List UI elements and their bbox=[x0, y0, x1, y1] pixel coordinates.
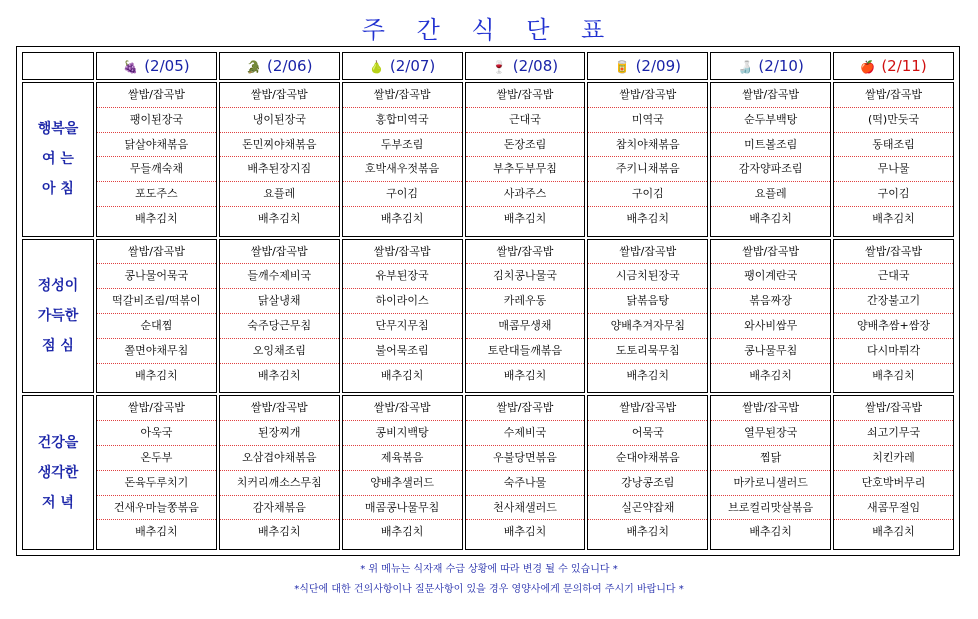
menu-item: 브로컬리맛살볶음 bbox=[711, 496, 830, 521]
menu-cell bbox=[342, 395, 463, 550]
menu-item: 매콤무생채 bbox=[466, 314, 585, 339]
menu-item: 배추김치 bbox=[258, 211, 301, 225]
menu-item: 쌀밥/잡곡밥 bbox=[711, 240, 830, 265]
menu-item: 새콤무절임 bbox=[834, 496, 953, 521]
day-header bbox=[710, 52, 831, 80]
menu-item: 불어묵조림 bbox=[343, 339, 462, 364]
menu-cell bbox=[342, 82, 463, 237]
menu-item: 된장찌개 bbox=[220, 421, 339, 446]
menu-item: 우불당면볶음 bbox=[466, 446, 585, 471]
menu-cell bbox=[710, 239, 831, 394]
day-icon: 🐊 bbox=[246, 60, 262, 74]
menu-cell bbox=[833, 82, 954, 237]
menu-item: 근대국 bbox=[466, 108, 585, 133]
menu-item: 요플레 bbox=[711, 182, 830, 207]
menu-item: 제육볶음 bbox=[343, 446, 462, 471]
menu-item: 배추김치 bbox=[135, 211, 178, 225]
menu-item: 배추김치 bbox=[135, 368, 178, 382]
menu-item: 쌀밥/잡곡밥 bbox=[466, 240, 585, 265]
day-header bbox=[587, 52, 708, 80]
menu-item: 단호박버무리 bbox=[834, 471, 953, 496]
meal-label-line: 가득한 bbox=[37, 307, 79, 324]
menu-cell bbox=[710, 395, 831, 550]
menu-item: 쌀밥/잡곡밥 bbox=[711, 83, 830, 108]
menu-item: 주키니채볶음 bbox=[588, 157, 707, 182]
menu-item: 쫄면야채무침 bbox=[97, 339, 216, 364]
menu-item: 건새우마늘쫑볶음 bbox=[97, 496, 216, 521]
menu-item: 돈장조림 bbox=[466, 133, 585, 158]
menu-item: 순대찜 bbox=[97, 314, 216, 339]
menu-item: 단무지무침 bbox=[343, 314, 462, 339]
meal-label-line: 생각한 bbox=[37, 464, 79, 481]
menu-item: 치킨카레 bbox=[834, 446, 953, 471]
day-header bbox=[342, 52, 463, 80]
day-date: (2/08) bbox=[512, 57, 559, 75]
menu-item: 감자채볶음 bbox=[220, 496, 339, 521]
menu-cell bbox=[219, 395, 340, 550]
menu-item: 무나물 bbox=[834, 157, 953, 182]
meal-row bbox=[22, 395, 954, 550]
menu-item: 쌀밥/잡곡밥 bbox=[97, 83, 216, 108]
day-icon: 🥫 bbox=[614, 60, 630, 74]
menu-item: 쌀밥/잡곡밥 bbox=[220, 83, 339, 108]
menu-item: 열무된장국 bbox=[711, 421, 830, 446]
menu-item: 쌀밥/잡곡밥 bbox=[343, 240, 462, 265]
menu-item: 쌀밥/잡곡밥 bbox=[466, 83, 585, 108]
menu-cell bbox=[96, 82, 217, 237]
menu-item: 배추김치 bbox=[626, 368, 670, 382]
menu-item: 배추김치 bbox=[749, 211, 792, 225]
menu-item: 마카로니샐러드 bbox=[711, 471, 830, 496]
menu-item: 쌀밥/잡곡밥 bbox=[220, 396, 339, 421]
menu-item: 구이김 bbox=[343, 182, 462, 207]
menu-item: 쌀밥/잡곡밥 bbox=[588, 83, 707, 108]
menu-item: 홍합미역국 bbox=[343, 108, 462, 133]
menu-item: 시금치된장국 bbox=[588, 264, 707, 289]
menu-item: 도토리묵무침 bbox=[588, 339, 707, 364]
menu-item: 간장불고기 bbox=[834, 289, 953, 314]
menu-item: 구이김 bbox=[834, 182, 953, 207]
meal-label-line: 저 녁 bbox=[42, 494, 74, 511]
menu-item: 배추김치 bbox=[503, 368, 547, 382]
menu-cell bbox=[833, 239, 954, 394]
menu-item: 볶음짜장 bbox=[711, 289, 830, 314]
menu-item: 호박새우젓볶음 bbox=[343, 157, 462, 182]
menu-item: 순두부백탕 bbox=[711, 108, 830, 133]
menu-item: 배추김치 bbox=[749, 368, 792, 382]
meal-label bbox=[22, 239, 94, 394]
menu-cell bbox=[465, 82, 586, 237]
meal-label bbox=[22, 395, 94, 550]
meal-label-line: 건강을 bbox=[37, 434, 79, 451]
menu-item: 쌀밥/잡곡밥 bbox=[466, 396, 585, 421]
menu-item: 오삼겹야채볶음 bbox=[220, 446, 339, 471]
meal-row bbox=[22, 239, 954, 394]
corner-cell bbox=[22, 52, 94, 80]
meal-label-line: 여 는 bbox=[42, 151, 74, 168]
menu-item: 수제비국 bbox=[466, 421, 585, 446]
day-date: (2/05) bbox=[144, 57, 190, 75]
day-header bbox=[833, 52, 954, 80]
day-date: (2/10) bbox=[758, 57, 804, 75]
menu-item: 돈민찌야채볶음 bbox=[220, 133, 339, 158]
menu-item: 닭살냉채 bbox=[220, 289, 339, 314]
day-date: (2/09) bbox=[635, 57, 681, 75]
menu-item: 쇠고기무국 bbox=[834, 421, 953, 446]
menu-cell bbox=[219, 239, 340, 394]
menu-cell bbox=[219, 82, 340, 237]
menu-item: 배추김치 bbox=[258, 525, 301, 539]
menu-item: 온두부 bbox=[97, 446, 216, 471]
menu-item: 천사채샐러드 bbox=[466, 496, 585, 521]
meal-label-line: 정성이 bbox=[37, 277, 79, 294]
menu-item: 어묵국 bbox=[588, 421, 707, 446]
menu-item: 쌀밥/잡곡밥 bbox=[834, 83, 953, 108]
menu-item: 숙주나물 bbox=[466, 471, 585, 496]
notice-change: * 위 메뉴는 식자재 수급 상황에 따라 변경 될 수 있습니다 * bbox=[360, 564, 618, 575]
menu-item: 두부조림 bbox=[343, 133, 462, 158]
menu-item: 쌀밥/잡곡밥 bbox=[588, 240, 707, 265]
menu-item: 배추김치 bbox=[258, 368, 301, 382]
menu-item: 포도주스 bbox=[97, 182, 216, 207]
meal-label-line: 아 침 bbox=[42, 181, 74, 198]
menu-item: 동태조림 bbox=[834, 133, 953, 158]
meal-label-line: 점 심 bbox=[42, 337, 74, 354]
menu-item: 치커리깨소스무침 bbox=[220, 471, 339, 496]
menu-item: 닭볶음탕 bbox=[588, 289, 707, 314]
menu-item: 김치콩나물국 bbox=[466, 264, 585, 289]
day-date: (2/07) bbox=[389, 57, 436, 75]
menu-item: 팽이계란국 bbox=[711, 264, 830, 289]
page-title: 주 간 식 단 표 bbox=[361, 16, 617, 44]
menu-cell bbox=[833, 395, 954, 550]
menu-item: 떡갈비조림/떡볶이 bbox=[97, 289, 216, 314]
menu-cell bbox=[710, 82, 831, 237]
menu-item: 배추김치 bbox=[626, 525, 670, 539]
day-icon: 🍇 bbox=[123, 60, 139, 74]
menu-item: 쌀밥/잡곡밥 bbox=[834, 240, 953, 265]
menu-item: 닭살야채볶음 bbox=[97, 133, 216, 158]
menu-item: 미역국 bbox=[588, 108, 707, 133]
day-icon: 🍷 bbox=[491, 60, 507, 74]
menu-item: 유부된장국 bbox=[343, 264, 462, 289]
menu-item: 콩비지백탕 bbox=[343, 421, 462, 446]
menu-item: 배추김치 bbox=[749, 525, 792, 539]
menu-item: 토란대들깨볶음 bbox=[466, 339, 585, 364]
menu-table-frame bbox=[16, 46, 960, 556]
menu-item: 쌀밥/잡곡밥 bbox=[97, 396, 216, 421]
header-row bbox=[22, 52, 954, 80]
day-icon: 🍐 bbox=[368, 60, 384, 74]
menu-item: 배추김치 bbox=[872, 525, 915, 539]
menu-cell bbox=[465, 239, 586, 394]
menu-item: 요플레 bbox=[220, 182, 339, 207]
menu-item: 다시마튀각 bbox=[834, 339, 953, 364]
meal-label-line: 행복을 bbox=[37, 121, 79, 138]
menu-item: 숙주당근무침 bbox=[220, 314, 339, 339]
day-icon: 🍶 bbox=[737, 60, 753, 74]
menu-item: 양배추쌈+쌈장 bbox=[834, 314, 953, 339]
menu-item: 쌀밥/잡곡밥 bbox=[834, 396, 953, 421]
menu-item: 콩나물무침 bbox=[711, 339, 830, 364]
menu-item: 배추김치 bbox=[380, 368, 424, 382]
menu-cell bbox=[587, 239, 708, 394]
menu-item: 미트볼조림 bbox=[711, 133, 830, 158]
day-header bbox=[219, 52, 340, 80]
menu-cell bbox=[342, 239, 463, 394]
menu-item: 쌀밥/잡곡밥 bbox=[97, 240, 216, 265]
menu-item: 부추두부무침 bbox=[466, 157, 585, 182]
menu-item: 배추김치 bbox=[503, 525, 547, 539]
menu-item: 배추김치 bbox=[626, 211, 670, 225]
day-date: (2/11) bbox=[881, 57, 927, 75]
menu-item: 양배추겨자무침 bbox=[588, 314, 707, 339]
menu-item: 배추된장지짐 bbox=[220, 157, 339, 182]
menu-item: 감자양파조림 bbox=[711, 157, 830, 182]
meal-row bbox=[22, 82, 954, 237]
menu-item: 아욱국 bbox=[97, 421, 216, 446]
meal-label bbox=[22, 82, 94, 237]
menu-item: 들깨수제비국 bbox=[220, 264, 339, 289]
menu-item: 쌀밥/잡곡밥 bbox=[588, 396, 707, 421]
weekly-menu-table bbox=[20, 50, 956, 552]
menu-item: 오잉채조림 bbox=[220, 339, 339, 364]
menu-item: 강낭콩조림 bbox=[588, 471, 707, 496]
menu-item: 배추김치 bbox=[872, 368, 915, 382]
menu-item: (떡)만둣국 bbox=[834, 108, 953, 133]
menu-item: 냉이된장국 bbox=[220, 108, 339, 133]
day-header bbox=[465, 52, 586, 80]
menu-item: 찜닭 bbox=[711, 446, 830, 471]
menu-item: 쌀밥/잡곡밥 bbox=[711, 396, 830, 421]
menu-item: 배추김치 bbox=[135, 525, 178, 539]
menu-item: 배추김치 bbox=[380, 211, 424, 225]
menu-item: 돈육두루치기 bbox=[97, 471, 216, 496]
menu-item: 배추김치 bbox=[503, 211, 547, 225]
menu-item: 무들깨숙채 bbox=[97, 157, 216, 182]
menu-item: 순대야채볶음 bbox=[588, 446, 707, 471]
menu-item: 팽이된장국 bbox=[97, 108, 216, 133]
menu-item: 콩나물어묵국 bbox=[97, 264, 216, 289]
menu-cell bbox=[465, 395, 586, 550]
menu-item: 와사비쌈무 bbox=[711, 314, 830, 339]
menu-item: 쌀밥/잡곡밥 bbox=[220, 240, 339, 265]
notice-contact: *식단에 대한 건의사항이나 질문사항이 있을 경우 영양사에게 문의하여 주시기 바랍니다 * bbox=[294, 584, 684, 595]
menu-item: 하이라이스 bbox=[343, 289, 462, 314]
menu-item: 양배추샐러드 bbox=[343, 471, 462, 496]
menu-item: 배추김치 bbox=[380, 525, 424, 539]
menu-item: 카레우동 bbox=[466, 289, 585, 314]
menu-cell bbox=[96, 239, 217, 394]
menu-cell bbox=[587, 395, 708, 550]
menu-item: 실곤약잡채 bbox=[588, 496, 707, 521]
day-header bbox=[96, 52, 217, 80]
menu-item: 근대국 bbox=[834, 264, 953, 289]
day-date: (2/06) bbox=[267, 57, 313, 75]
menu-item: 쌀밥/잡곡밥 bbox=[343, 83, 462, 108]
menu-item: 구이김 bbox=[588, 182, 707, 207]
menu-item: 매콤콩나물무침 bbox=[343, 496, 462, 521]
menu-item: 참치야채볶음 bbox=[588, 133, 707, 158]
menu-cell bbox=[587, 82, 708, 237]
menu-item: 사과주스 bbox=[466, 182, 585, 207]
menu-item: 배추김치 bbox=[872, 211, 915, 225]
menu-cell bbox=[96, 395, 217, 550]
day-icon: 🍎 bbox=[860, 60, 876, 74]
menu-item: 쌀밥/잡곡밥 bbox=[343, 396, 462, 421]
